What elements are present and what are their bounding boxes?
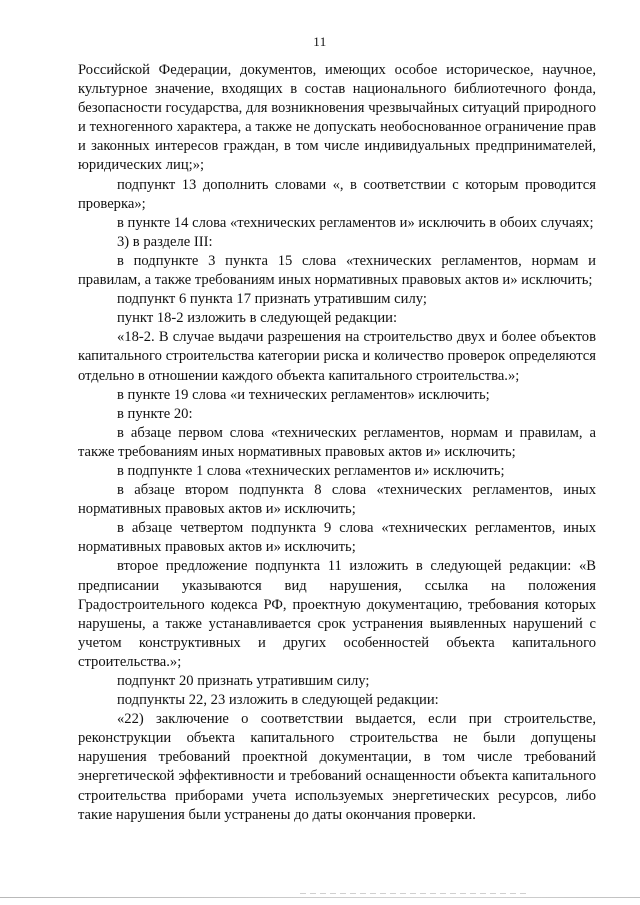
paragraph: подпункт 20 признать утратившим силу;: [117, 673, 370, 689]
paragraph: второе предложение подпункта 11 изложить в следующей редакции: «В предписании указываются вид нарушения, ссылка на положения Градостроительного кодекса РФ, проектную документацию, требования которых нарушены, а также устанавливается срок устранения выявленных нарушений с учетом конструктивных и других особенностей объекта капитального строительства.»;: [78, 558, 596, 670]
paragraph: в абзаце четвертом подпункта 9 слова «технических регламентов, иных нормативных правовых актов и» исключить;: [78, 520, 596, 556]
scan-bottom-edge: [0, 897, 640, 898]
page-number: 11: [313, 34, 327, 49]
paragraph: в подпункте 3 пункта 15 слова «технических регламентов, нормам и правилам, а также требованиям иных нормативных правовых актов и» исключить;: [78, 252, 596, 289]
paragraph: пункт 18-2 изложить в следующей редакции:: [117, 310, 398, 327]
paragraph: «22) заключение о соответствии выдается, если при строительстве, реконструкции объекта капитального строительства не были допущены нарушения требований проектной документации, в том числе требований энергетической эффективности и требований оснащенности объекта капитального строительства приборами учета используемых энергетических ресурсов, либо такие нарушения были устранены до даты окончания проверки.: [78, 711, 596, 823]
document-body: [78, 61, 596, 825]
paragraph: в пункте 20:: [117, 405, 193, 422]
paragraph: в абзаце втором подпункта 8 слова «технических регламентов, иных нормативных правовых актов и» исключить;: [78, 482, 596, 518]
paragraph: в подпункте 1 слова «технических регламентов и» исключить;: [117, 462, 505, 479]
paragraph: «18-2. В случае выдачи разрешения на строительство двух и более объектов капитального строительства категории риска и количество проверок определяются отдельно в отношении каждого объекта капитального строительства.»;: [78, 329, 596, 384]
paragraph: в абзаце первом слова «технических регламентов, нормам и правилам, а также требованиям иных нормативных правовых актов и» исключить;: [78, 424, 596, 460]
paragraph: подпункты 22, 23 изложить в следующей редакции:: [117, 692, 439, 709]
paragraph: Российской Федерации, документов, имеющих особое историческое, научное, культурное значение, входящих в состав национального библиотечного фонда, безопасности государства, для возникновения чрезвычайных ситуаций природного и техногенного характера, а также не допускать необоснованное ограничение прав и законных интересов граждан, в том числе индивидуальных предпринимателей, юридических лиц;»;: [78, 62, 596, 174]
paragraph: подпункт 13 дополнить словами «, в соответствии с которым проводится проверка»;: [78, 176, 596, 212]
paragraph: в пункте 14 слова «технических регламентов и» исключить в обоих случаях;: [117, 214, 594, 231]
paragraph: 3) в разделе III:: [117, 233, 213, 250]
paragraph: подпункт 6 пункта 17 признать утратившим силу;: [117, 291, 427, 308]
paragraph: в пункте 19 слова «и технических регламентов» исключить;: [117, 386, 490, 403]
scan-artifact-line: [300, 893, 530, 894]
